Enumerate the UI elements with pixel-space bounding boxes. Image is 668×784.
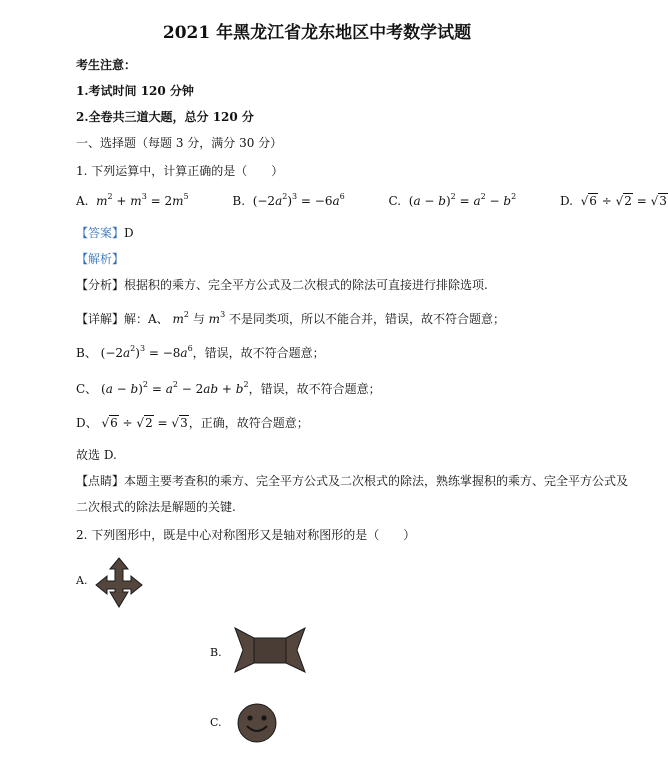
notice-heading: 考生注意： [76,58,137,72]
arrow-cross-figure [94,556,144,610]
question-1-stem: 1. 下列运算中，计算正确的是（ ） [76,164,284,178]
notice-item-2: 2.全卷共三道大题，总分 120 分 [76,110,254,124]
detail-line-a: 【详解】解：A、 $m^2$ 与 $m^3$ 不是同类项，所以不能合并，错误，故不符合题意； [76,310,505,326]
section-heading: 一、选择题（每题 3 分，满分 30 分） [76,136,283,150]
banner-figure [234,626,306,676]
q2-option-b-label: B. [210,646,222,659]
answer-line [76,224,134,241]
fenxi-line [76,276,488,293]
choose-line: 故选 D. [76,448,117,462]
q1-option-d: D. √6 ÷ √2 = √3 [559,194,667,208]
dianjing-line-1: 【点睛】本题主要考查积的乘方、完全平方公式及二次根式的除法，熟练掌握积的乘方、完全平方公式及 [76,474,629,488]
fenxi-text: 根据积的乘方、完全平方公式及二次根式的除法可直接进行排除选项. [124,278,488,292]
fenxi-label: 【分析】 [76,278,125,292]
question-2-stem: 2. 下列图形中，既是中心对称图形又是轴对称图形的是（ ） [76,528,416,542]
q1-option-a: A. $m^2 + m^3 = 2m^5$ [76,192,189,208]
answer-value: D [124,226,134,240]
q1-options [76,192,668,208]
smiley-face-figure [236,702,278,744]
dianjing-label: 【点睛】 [76,474,125,488]
q2-option-a-label: A. [76,574,88,587]
page-title: 2021 年黑龙江省龙东地区中考数学试题 [162,23,472,43]
q1-option-b: B. $(-2a^2)^3 = -6a^6$ [232,192,345,208]
detail-line-c: C、 $(a - b)^2 = a^2 - 2ab + b^2$，错误，故不符合题意； [76,380,381,396]
analysis-label: 【解析】 [76,252,125,266]
dianjing-line-2: 二次根式的除法是解题的关键. [76,500,236,514]
notice-item-1: 1.考试时间 120 分钟 [76,84,194,98]
answer-label: 【答案】 [76,226,125,240]
detail-line-d: D、 √6 ÷ √2 = √3，正确，故符合题意； [76,416,309,430]
detail-label: 【详解】 [76,312,125,326]
q1-option-c: C. $(a - b)^2 = a^2 - b^2$ [388,192,517,208]
q2-option-c-label: C. [210,716,222,729]
detail-line-b: B、 $(-2a^2)^3 = -8a^6$，错误，故不符合题意； [76,344,325,360]
